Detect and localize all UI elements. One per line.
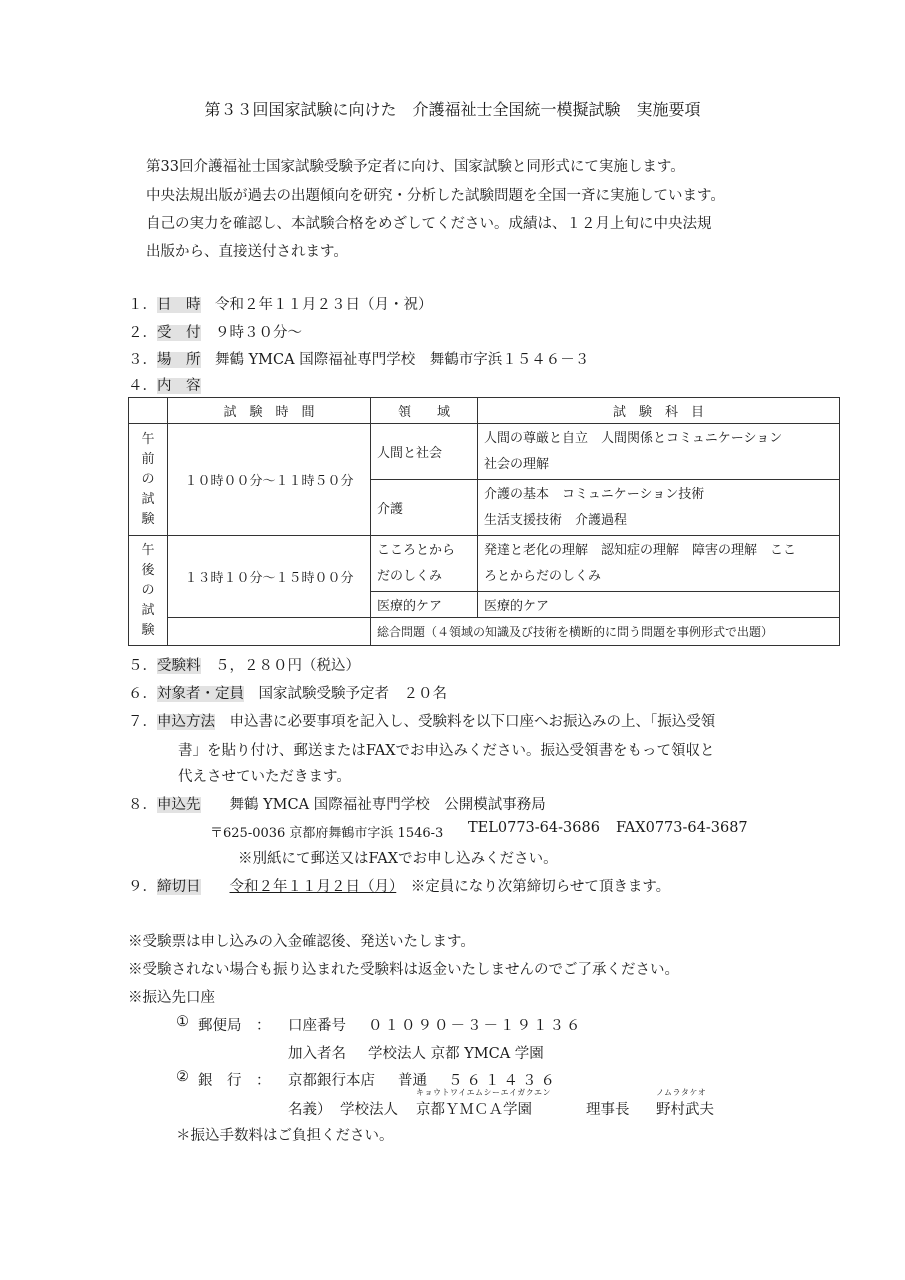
- general-problems: 総合問題（４領域の知識及び技術を横断的に問う問題を事例形式で出題）: [371, 618, 840, 646]
- intro-line-3: 自己の実力を確認し、本試験合格をめざしてください。成績は、１２月上旬に中央法規: [146, 216, 712, 232]
- afternoon-time: １３時１０分～１５時００分: [168, 536, 371, 618]
- bank-holder-person: 野村武夫: [656, 1102, 714, 1118]
- item-place: [128, 348, 589, 369]
- item-value: 国家試験受験予定者 ２０名: [258, 686, 447, 702]
- subjects-cell: 医療的ケア: [478, 592, 840, 618]
- bank-branch: 京都銀行本店: [288, 1073, 375, 1089]
- morning-time: １０時００分～１１時５０分: [168, 424, 371, 536]
- item-value: ９時３０分～: [215, 325, 302, 341]
- header-domain: 領 域: [371, 398, 478, 424]
- item-label: 受験料: [157, 658, 201, 674]
- domain-cell: 医療的ケア: [371, 592, 478, 618]
- item-deadline: [128, 875, 670, 896]
- bank-holder-prefix: 学校法人: [340, 1102, 398, 1118]
- schedule-table: [128, 397, 840, 646]
- apply-line-1: 申込書に必要事項を記入し、受験料を以下口座へお振込みの上、「振込受領: [229, 714, 716, 730]
- time-empty-cell: [168, 618, 371, 646]
- dest-fax: FAX0773-64-3687: [616, 820, 748, 836]
- item-label: 申込方法: [157, 714, 215, 730]
- item-content: [128, 374, 201, 395]
- morning-label: 午前の試験: [129, 424, 168, 536]
- deadline-note: ※定員になり次第締切らせて頂きます。: [410, 879, 671, 895]
- item-number: ５．: [128, 658, 157, 674]
- intro-line-4: 出版から、直接送付されます。: [146, 244, 348, 260]
- item-number: ９．: [128, 879, 157, 895]
- intro-line-2: 中央法規出版が過去の出題傾向を研究・分析した試験問題を全国一斉に実施しています。: [146, 188, 725, 204]
- dest-name: 舞鶴 YMCA 国際福祉専門学校 公開模試事務局: [229, 797, 546, 813]
- item-number: ４．: [128, 378, 157, 394]
- apply-line-3: 代えさせていただきます。: [178, 769, 351, 785]
- intro-line-1: 第33回介護福祉士国家試験受験予定者に向け、国家試験と同形式にて実施します。: [146, 159, 685, 175]
- item-reception: [128, 321, 302, 342]
- dest-address: 〒625-0036 京都府舞鶴市字浜 1546-3: [210, 826, 444, 841]
- note-account-heading: ※振込先口座: [128, 990, 215, 1006]
- holder-reading: キョウトワイエムシーエイガクエン: [416, 1088, 552, 1097]
- postal-account: ０１０９０－３－１９１３６: [368, 1018, 583, 1034]
- item-number: １．: [128, 297, 157, 313]
- item-apply: [128, 710, 715, 731]
- note-ticket: ※受験票は申し込みの入金確認後、発送いたします。: [128, 934, 475, 950]
- item-value: ５，２８０円（税込）: [215, 658, 360, 674]
- postal-label: 郵便局 ：: [198, 1018, 271, 1034]
- afternoon-label: 午後の試験: [129, 536, 168, 646]
- table-corner: [129, 398, 168, 424]
- header-time: 試 験 時 間: [168, 398, 371, 424]
- bank-mark: ②: [176, 1069, 189, 1085]
- item-label: 場 所: [157, 352, 201, 368]
- table-header-row: [129, 398, 840, 424]
- item-fee: [128, 654, 360, 675]
- dest-tel: TEL0773-64-3686: [468, 820, 600, 836]
- item-number: ３．: [128, 352, 157, 368]
- bank-account-number: ５６１４３６: [448, 1073, 559, 1089]
- item-value: 舞鶴 YMCA 国際福祉専門学校 舞鶴市字浜１５４６－３: [215, 352, 590, 368]
- apply-line-2: 書」を貼り付け、郵送またはFAXでお申込みください。振込受領書をもって領収と: [178, 743, 715, 759]
- item-number: ８．: [128, 797, 157, 813]
- table-row: [129, 424, 840, 480]
- postal-holder: 学校法人 京都 YMCA 学園: [368, 1046, 544, 1062]
- subjects-cell: 人間の尊厳と自立 人間関係とコミュニケーション 社会の理解: [478, 424, 840, 480]
- item-label: 締切日: [157, 879, 201, 895]
- item-date: [128, 293, 433, 314]
- domain-cell: 介護: [371, 480, 478, 536]
- item-label: 対象者・定員: [157, 686, 244, 702]
- item-label: 内 容: [157, 378, 201, 394]
- item-label: 日 時: [157, 297, 201, 313]
- item-label: 申込先: [157, 797, 201, 813]
- bank-label: 銀 行 ：: [198, 1073, 271, 1089]
- page-title: 第３３回国家試験に向けた 介護福祉士全国統一模擬試験 実施要項: [204, 100, 701, 119]
- item-number: ２．: [128, 325, 157, 341]
- table-row: [129, 618, 840, 646]
- dest-note: ※別紙にて郵送又はFAXでお申し込みください。: [238, 851, 558, 867]
- item-number: ７．: [128, 714, 157, 730]
- item-destination: [128, 793, 546, 814]
- item-label: 受 付: [157, 325, 201, 341]
- bank-holder-title: 理事長: [586, 1102, 630, 1118]
- deadline-date: 令和２年１１月２日（月）: [229, 879, 397, 895]
- bank-account-type: 普通: [398, 1073, 427, 1089]
- table-row: [129, 536, 840, 592]
- postal-holder-label: 加入者名: [288, 1046, 346, 1062]
- domain-cell: こころとから だのしくみ: [371, 536, 478, 592]
- item-number: ６．: [128, 686, 157, 702]
- item-target: [128, 682, 447, 703]
- postal-mark: ①: [176, 1014, 189, 1030]
- transfer-fee-note: ＊振込手数料はご負担ください。: [176, 1128, 394, 1144]
- subjects-cell: 介護の基本 コミュニケーション技術 生活支援技術 介護過程: [478, 480, 840, 536]
- header-subjects: 試 験 科 目: [478, 398, 840, 424]
- postal-account-label: 口座番号: [288, 1018, 346, 1034]
- subjects-cell: 発達と老化の理解 認知症の理解 障害の理解 ここ ろとからだのしくみ: [478, 536, 840, 592]
- item-value: 令和２年１１月２３日（月・祝）: [215, 297, 433, 313]
- bank-holder: 京都ＹＭＣＡ学園: [416, 1102, 532, 1118]
- note-refund: ※受験されない場合も振り込まれた受験料は返金いたしませんのでご了承ください。: [128, 962, 679, 978]
- person-reading: ノムラタケオ: [656, 1088, 707, 1097]
- domain-cell: 人間と社会: [371, 424, 478, 480]
- bank-holder-label: 名義）: [288, 1102, 332, 1118]
